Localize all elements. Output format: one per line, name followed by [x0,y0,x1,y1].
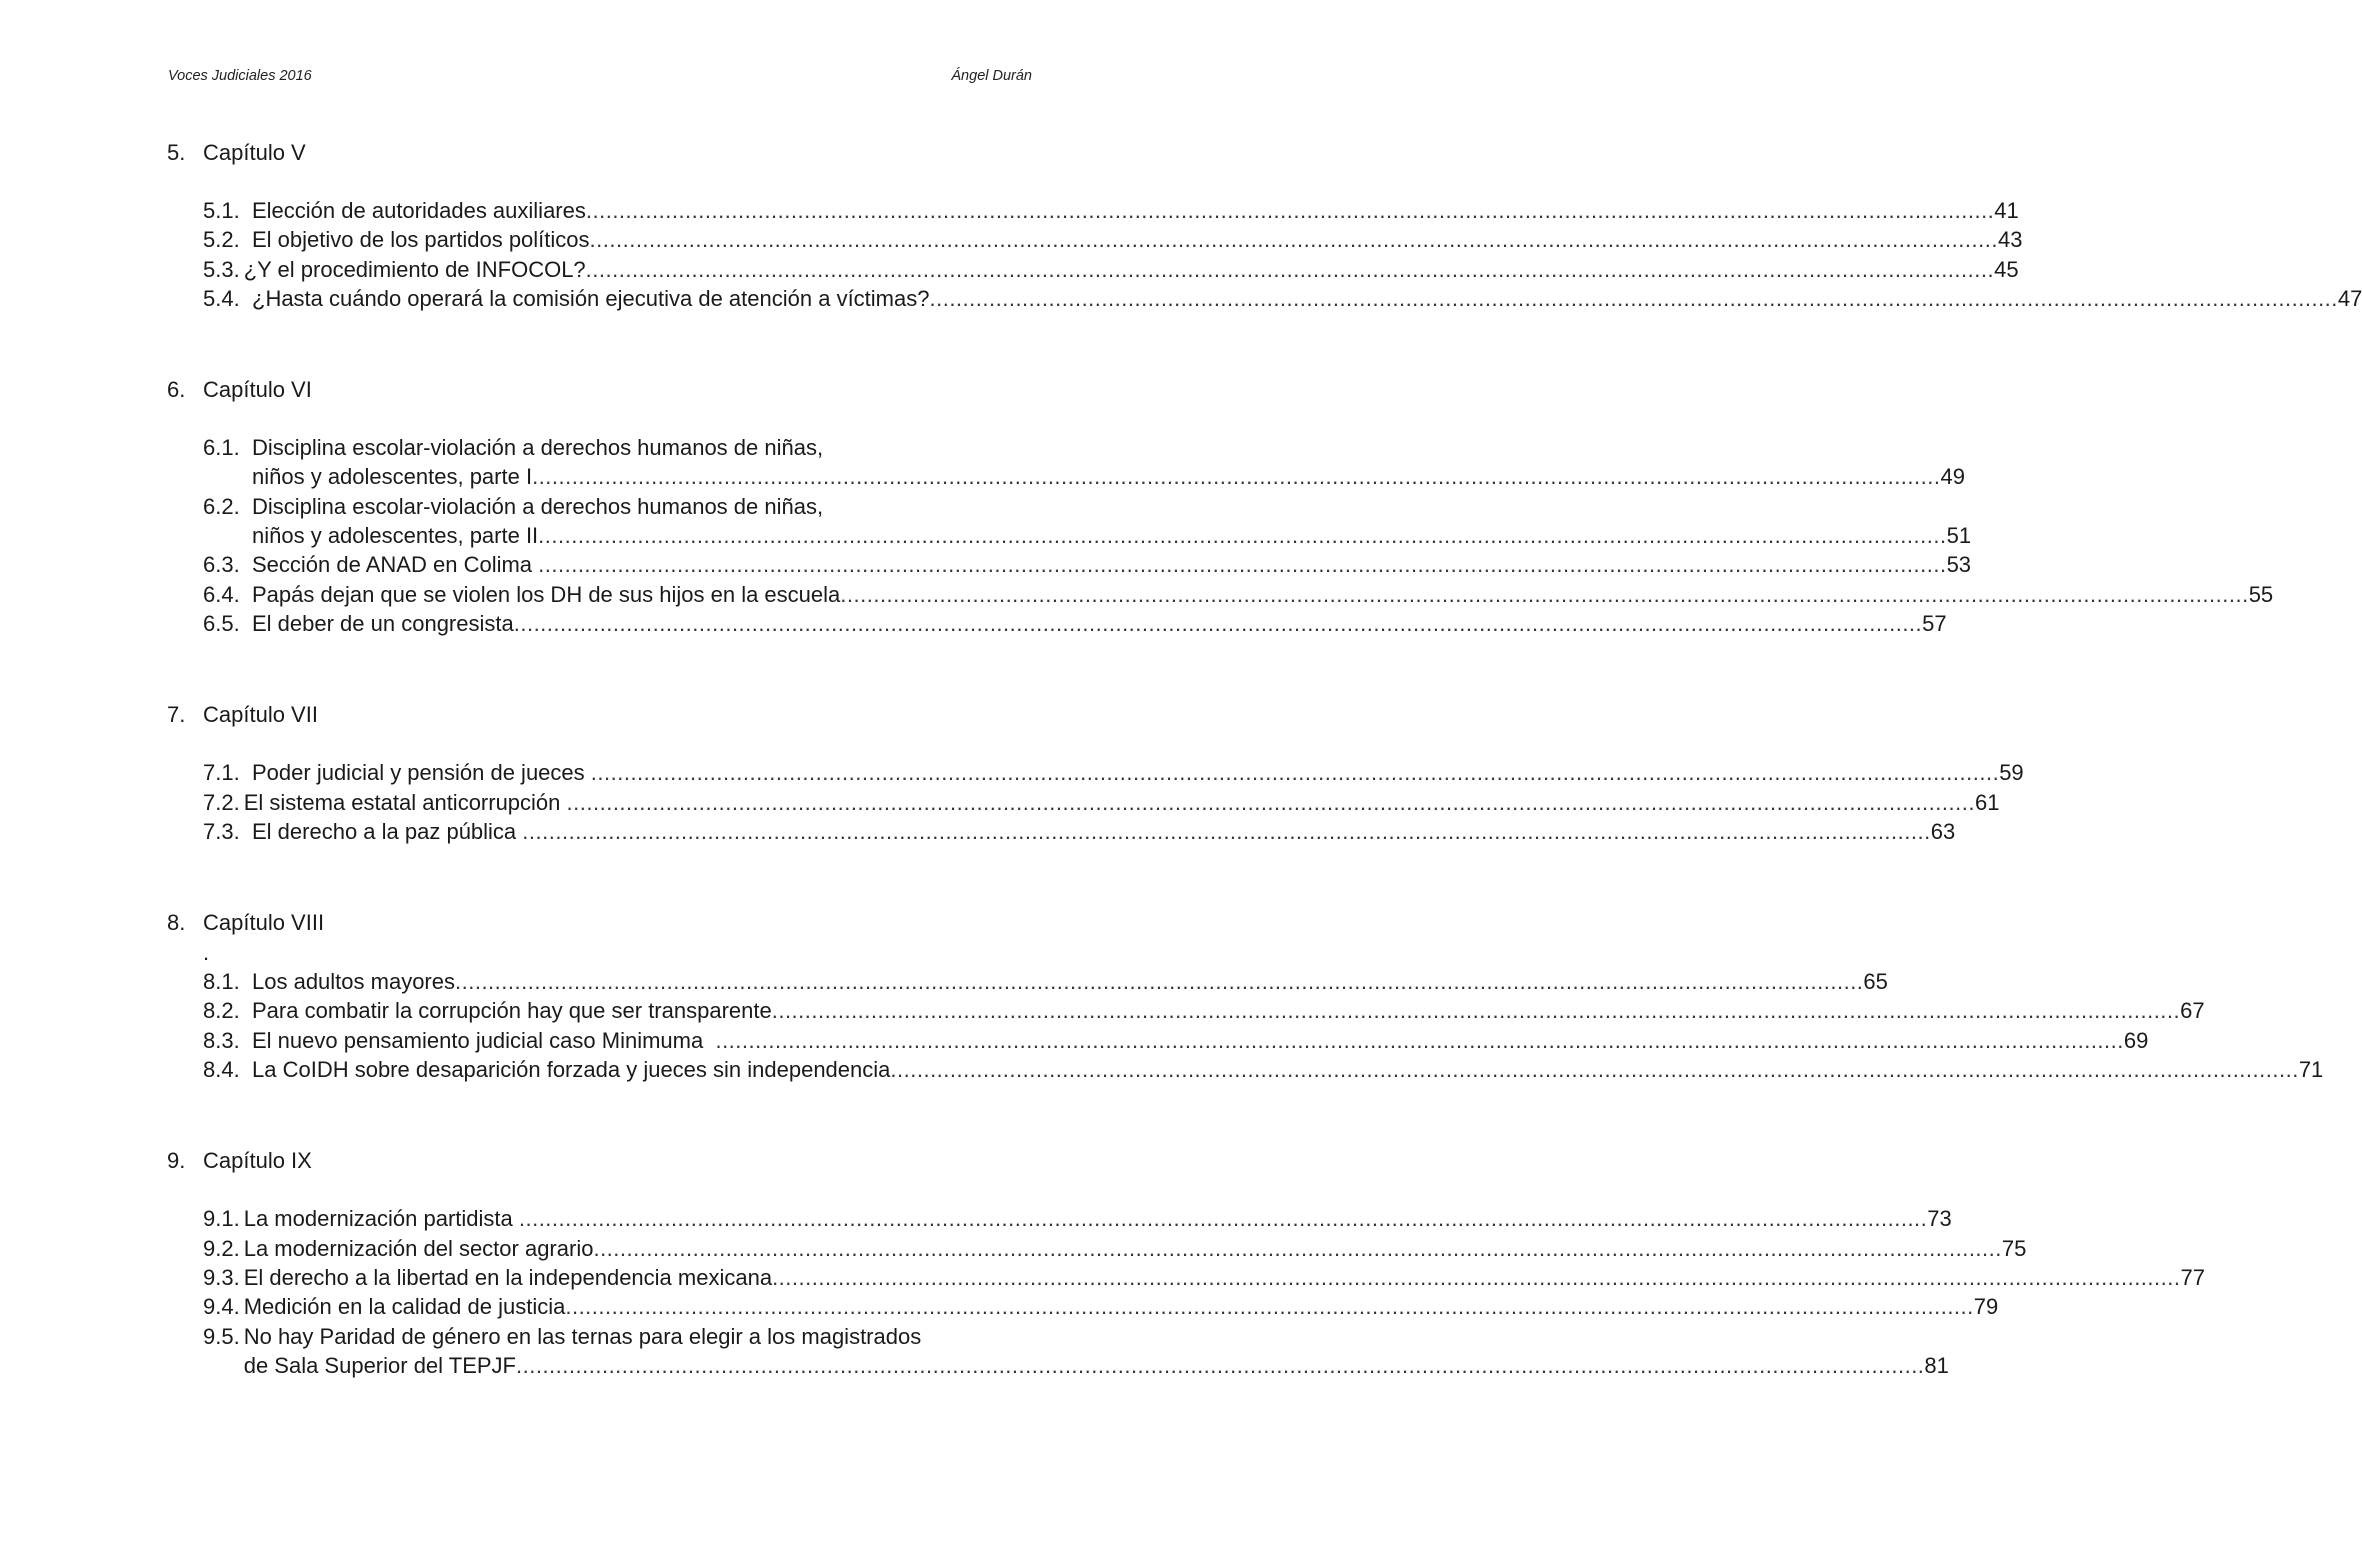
toc-entry[interactable] [203,1292,1999,1321]
dot-leader [519,1204,1927,1233]
entry-title: La CoIDH sobre desaparición forzada y jueces sin independencia [252,1057,891,1083]
toc-entry[interactable] [203,609,1947,638]
entry-line [252,225,2022,254]
entry-title: niños y adolescentes, parte II [252,523,539,549]
entry-body [252,492,1971,551]
dot-leader [538,550,1946,579]
entry-body [244,1234,2027,1263]
entry-line [252,1026,2148,1055]
entry-title: Disciplina escolar-violación a derechos humanos de niñas, [252,493,824,519]
dot-leader [591,758,1999,787]
dot-leader [590,225,1998,254]
section-spacer [167,638,1033,700]
toc-entry-list [203,1204,2205,1380]
entry-title: Papás dejan que se violen los DH de sus hijos en la escuela [252,581,841,607]
entry-number: 7.2. [203,789,240,815]
entry-number: 8.3. [203,1027,240,1053]
entry-number: 5.4. [203,285,240,311]
chapter-gap [167,168,1033,196]
entry-number: 6.3. [203,552,240,578]
entry-number: 5.2. [203,227,240,253]
dot-leader [522,817,1930,846]
page-number: 77 [2180,1264,2205,1290]
toc-entry-list [203,758,2024,846]
chapter-number: 8. [167,910,186,936]
toc-entry[interactable] [203,225,2023,254]
entry-line [252,433,1965,462]
entry-line [252,284,2362,313]
page-number: 81 [1924,1352,1949,1378]
toc-entry[interactable] [203,788,2000,817]
entry-title: No hay Paridad de género en las ternas para elegir a los magistrados [243,1323,922,1349]
chapter-heading [167,138,1033,168]
entry-body [244,1204,1952,1233]
entry-line [252,550,1971,579]
toc-entry[interactable] [203,433,1965,492]
toc-entry[interactable] [203,817,1956,846]
entry-title: El nuevo pensamiento judicial caso Minimuma [252,1027,716,1053]
entry-body [252,967,1888,996]
entry-number: 8.4. [203,1057,240,1083]
entry-title: ¿Y el procedimiento de INFOCOL? [243,256,586,282]
entry-body [252,196,2019,225]
entry-body [252,1055,2323,1084]
entry-title: El sistema estatal anticorrupción [243,789,567,815]
entry-number: 6.5. [203,610,240,636]
entry-number: 9.2. [203,1235,240,1261]
running-header-author: Ángel Durán [951,68,1032,84]
section-spacer [167,1084,1033,1146]
toc-entry[interactable] [203,996,2205,1025]
page-number: 59 [1999,760,2024,786]
entry-number: 9.4. [203,1294,240,1320]
dot-leader [532,462,1940,491]
entry-number: 7.3. [203,818,240,844]
page-number: 61 [1974,789,2000,815]
entry-body [252,284,2362,313]
entry-line [244,1204,1952,1233]
entry-line [252,758,2024,787]
dot-leader [455,967,1863,996]
entry-title: Sección de ANAD en Colima [252,552,539,578]
entry-body [252,1026,2148,1055]
entry-line [244,788,2000,817]
entry-title: Poder judicial y pensión de jueces [252,760,591,786]
dot-leader [516,1351,1924,1380]
entry-title: El objetivo de los partidos políticos [252,227,590,253]
dot-leader [840,580,2248,609]
entry-title: de Sala Superior del TEPJF [243,1352,516,1378]
section-spacer [167,846,1033,908]
entry-line [252,580,2273,609]
page-number: 41 [1994,198,2019,223]
stray-period: . [203,940,210,966]
dot-leader [929,284,2337,313]
page-number: 65 [1863,969,1888,995]
entry-line [244,1351,1949,1380]
dot-leader [772,1263,2180,1292]
chapter-heading [167,1146,1033,1176]
entry-body [252,817,1955,846]
dot-leader [890,1055,2298,1084]
chapter-heading [167,908,1033,938]
entry-line [252,609,1947,638]
entry-title: niños y adolescentes, parte I [252,464,533,490]
entry-line [244,1234,2027,1263]
dot-leader [567,788,1975,817]
page-number: 79 [1973,1294,1999,1320]
page-number: 53 [1946,552,1972,578]
toc-entry[interactable] [203,1026,2149,1055]
entry-body [252,996,2205,1025]
page-number: 73 [1927,1206,1952,1232]
page-number: 45 [1994,256,2019,282]
chapter-heading [167,700,1033,730]
entry-line [252,996,2205,1025]
toc-entry[interactable] [203,492,1972,551]
dot-leader [715,1026,2123,1055]
entry-body [252,433,1965,492]
chapter-title: Capítulo V [203,140,306,165]
entry-line [252,492,1971,521]
page-number: 63 [1930,818,1956,844]
toc-entry-list [203,967,2324,1084]
toc-entry[interactable] [203,284,2362,313]
entry-title: Disciplina escolar-violación a derechos humanos de niñas, [252,435,824,461]
toc-entry-list [203,433,2274,638]
entry-line [252,817,1955,846]
entry-title: La modernización del sector agrario [243,1235,594,1261]
entry-title: Los adultos mayores [252,969,455,995]
entry-number: 6.2. [203,493,240,519]
toc-entry-list [203,196,2362,313]
entry-body [244,1263,2205,1292]
page-number: 51 [1946,523,1972,549]
entry-body [252,758,2024,787]
entry-number: 6.1. [203,435,240,461]
entry-line [244,255,2019,284]
dot-leader [565,1292,1973,1321]
entry-number: 6.4. [203,581,240,607]
chapter-gap [167,405,1033,433]
chapter-number: 9. [167,1148,186,1174]
page-number: 47 [2337,285,2362,311]
entry-line [244,1263,2205,1292]
entry-title: El derecho a la paz pública [252,818,523,844]
entry-line [252,196,2019,225]
toc-entry[interactable] [203,967,1888,996]
entry-body [244,1292,1999,1321]
page-number: 67 [2180,998,2205,1024]
entry-title: Medición en la calidad de justicia [243,1294,566,1320]
running-header-title: Voces Judiciales 2016 [168,68,312,84]
chapter-gap [167,1176,1033,1204]
entry-title: La modernización partidista [243,1206,519,1232]
entry-line [252,462,1965,491]
entry-number: 5.1. [203,198,240,223]
entry-body [244,255,2019,284]
toc-entry[interactable] [203,580,2274,609]
entry-number: 8.2. [203,998,240,1024]
entry-line [252,1055,2323,1084]
page-number: 75 [2001,1235,2027,1261]
toc-entry[interactable] [203,758,2024,787]
chapter-title: Capítulo IX [203,1148,312,1174]
entry-body [244,788,2000,817]
dot-leader [538,521,1946,550]
chapter-title: Capítulo VIII [203,910,325,936]
section-spacer [167,313,1033,375]
dot-leader [772,996,2180,1025]
entry-line [252,521,1971,550]
chapter-number: 7. [167,702,186,728]
toc-entry[interactable] [203,1234,2027,1263]
entry-body [244,1322,1949,1381]
dot-leader [514,609,1922,638]
entry-title: Para combatir la corrupción hay que ser transparente [252,998,772,1024]
entry-title: ¿Hasta cuándo operará la comisión ejecutiva de atención a víctimas? [252,285,930,311]
entry-body [252,609,1947,638]
entry-number: 9.5. [203,1323,240,1349]
chapter-title: Capítulo VI [203,377,312,403]
page-number: 49 [1940,464,1965,490]
entry-number: 9.1. [203,1206,240,1232]
entry-title: El derecho a la libertad en la independencia mexicana [243,1264,773,1290]
page-number: 55 [2248,581,2274,607]
entry-body [252,550,1971,579]
chapter-number: 5. [167,140,186,165]
chapter-number: 6. [167,377,186,403]
dot-leader [586,255,1994,284]
entry-line [252,967,1888,996]
entry-number: 7.1. [203,760,240,786]
toc-entry[interactable] [203,1204,1952,1233]
dot-leader [593,1234,2001,1263]
entry-title: El deber de un congresista [252,610,514,636]
page-number: 69 [2123,1027,2149,1053]
toc-entry[interactable] [203,1322,1949,1381]
entry-number: 9.3. [203,1264,240,1290]
toc-entry[interactable] [203,550,1972,579]
entry-body [252,580,2273,609]
toc-entry[interactable] [203,196,2019,225]
chapter-heading [167,375,1033,405]
entry-body [252,225,2022,254]
entry-line [244,1322,1949,1351]
toc-entry[interactable] [203,255,2019,284]
chapter-title: Capítulo VII [203,702,318,728]
page-number: 57 [1922,610,1947,636]
entry-number: 5.3. [203,256,240,282]
table-of-contents [167,138,2362,1380]
toc-entry[interactable] [203,1055,2324,1084]
entry-line [244,1292,1999,1321]
page-number: 71 [2298,1057,2324,1083]
chapter-gap [167,730,1033,758]
entry-number: 8.1. [203,969,240,995]
page-number: 43 [1997,227,2023,253]
dot-leader [586,196,1994,225]
toc-entry[interactable] [203,1263,2205,1292]
entry-title: Elección de autoridades auxiliares [252,198,586,223]
